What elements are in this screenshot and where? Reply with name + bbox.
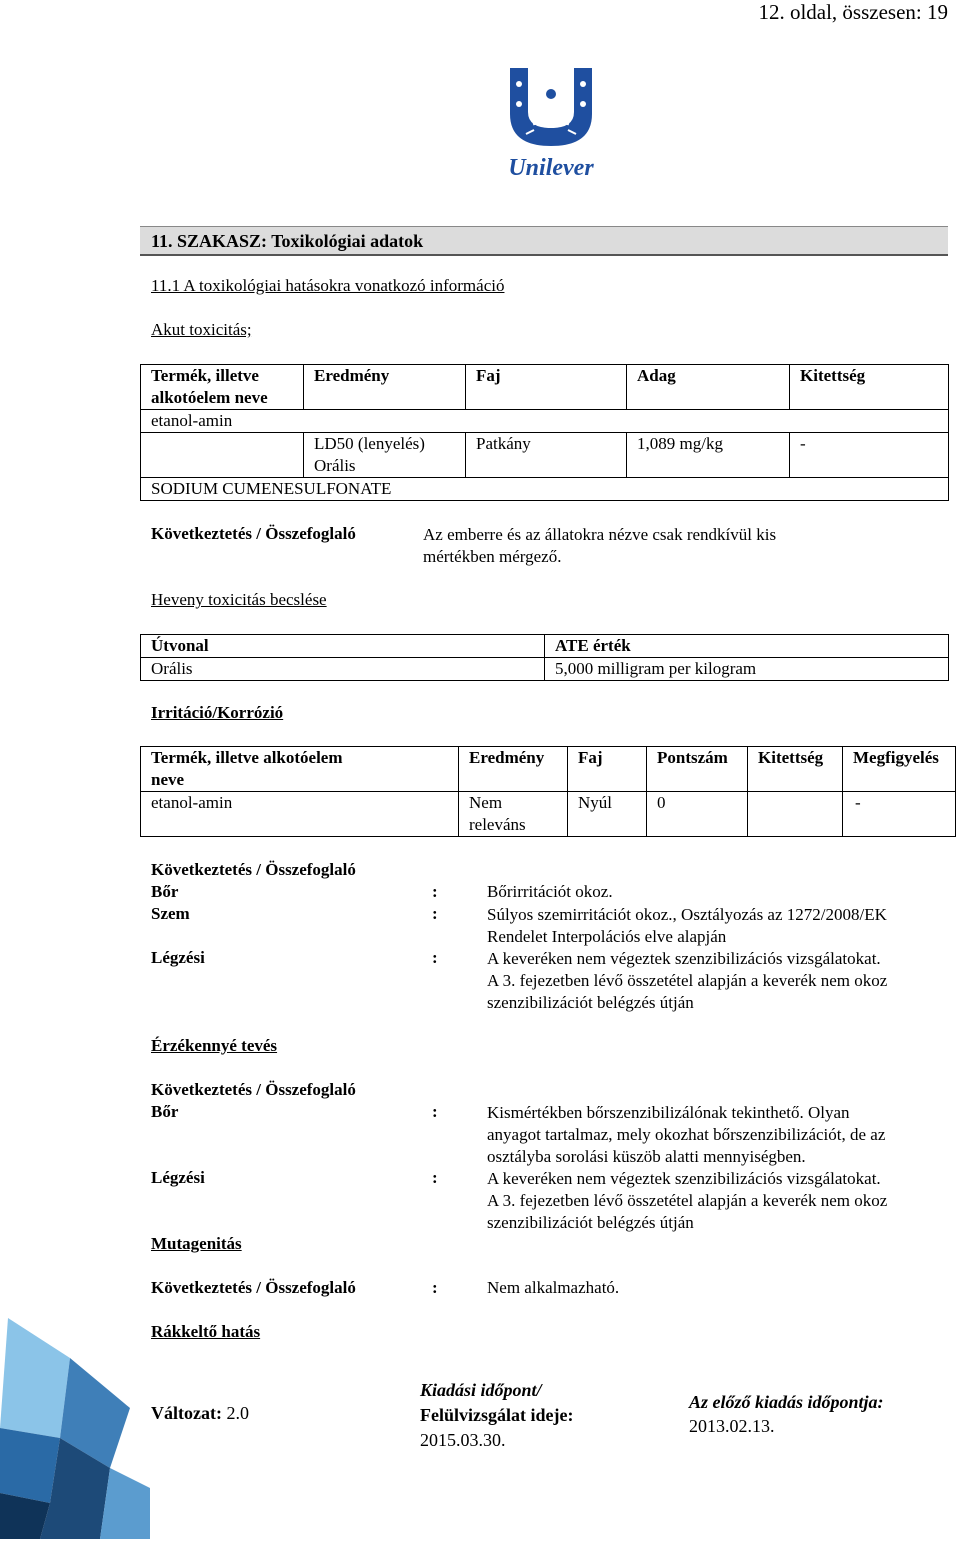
acute-row-name-1: etanol-amin <box>141 410 949 433</box>
irr-row-result: Nem releváns <box>459 792 568 837</box>
unilever-logo <box>498 64 604 182</box>
irr-eye-text: Súlyos szemirritációt okoz., Osztályozás az 1272/2008/EK Rendelet Interpolációs elve alapján <box>487 905 887 946</box>
irr-row-score: 0 <box>647 792 748 837</box>
footer-polygons-icon <box>0 1318 150 1539</box>
acute-header-dose: Adag <box>627 365 790 410</box>
sens-resp-label: Légzési <box>151 1168 205 1187</box>
irr-eye-label: Szem <box>151 904 190 923</box>
acute-row-name-2: SODIUM CUMENESULFONATE <box>141 478 949 501</box>
ate-header-route: Útvonal <box>141 635 545 658</box>
ate-table <box>140 634 949 681</box>
irr-skin-label: Bőr <box>151 882 179 901</box>
acute-conclusion-label: Következtetés / Összefoglaló <box>151 524 356 543</box>
irr-eye-colon: : <box>432 904 438 923</box>
acute-row-species: Patkány <box>466 433 627 478</box>
acute-table <box>140 364 949 501</box>
acute-header-species: Faj <box>466 365 627 410</box>
sens-resp-text: A keveréken nem végeztek szenzibilizációs vizsgálatokat. A 3. fejezetben lévő összetétel alapján a keverék nem okoz szenzibilizációt belégzés útján <box>487 1169 888 1232</box>
acute-row-result: LD50 (lenyelés) Orális <box>304 433 466 478</box>
irr-row-species: Nyúl <box>568 792 647 837</box>
irr-header-exposure: Kitettség <box>748 747 843 792</box>
irr-header-product: Termék, illetve alkotóelem neve <box>141 747 459 792</box>
sens-skin-label: Bőr <box>151 1102 179 1121</box>
sens-skin-colon: : <box>432 1102 438 1121</box>
acute-header-product: Termék, illetve alkotóelem neve <box>141 365 304 410</box>
acute-header-result: Eredmény <box>304 365 466 410</box>
irr-resp-label: Légzési <box>151 948 205 967</box>
irr-row-exposure <box>748 792 843 837</box>
section-title-bar <box>140 226 948 256</box>
acute-header-exposure: Kitettség <box>790 365 949 410</box>
acute-row-exposure: - <box>790 433 949 478</box>
irr-resp-colon: : <box>432 948 438 967</box>
mutagenicity-heading: Mutagenitás <box>151 1234 242 1253</box>
irr-row-name: etanol-amin <box>141 792 459 837</box>
footer-previous-date: Az előző kiadás időpontja: 2013.02.13. <box>689 1392 884 1436</box>
irr-skin-colon: : <box>432 882 438 901</box>
mut-text: Nem alkalmazható. <box>487 1278 620 1297</box>
section-subtitle: 11.1 A toxikológiai hatásokra vonatkozó információ <box>151 276 505 295</box>
sensitization-heading: Érzékennyé tevés <box>151 1036 278 1055</box>
irr-resp-text: A keveréken nem végeztek szenzibilizációs vizsgálatokat. A 3. fejezetben lévő összetétel alapján a keverék nem okoz szenzibilizációt belégzés útján <box>487 949 888 1012</box>
footer-version: Változat: 2.0 <box>151 1403 249 1423</box>
ate-value: 5,000 milligram per kilogram <box>545 658 949 681</box>
irr-header-observation: Megfigyelés <box>843 747 956 792</box>
irr-skin-text: Bőrirritációt okoz. <box>487 882 613 901</box>
section-title: 11. SZAKASZ: Toxikológiai adatok <box>151 231 424 251</box>
carcinogenicity-heading: Rákkeltő hatás <box>151 1322 261 1341</box>
irritation-table <box>140 746 956 837</box>
ate-route: Orális <box>141 658 545 681</box>
acute-heading: Akut toxicitás; <box>151 320 252 339</box>
page-number: 12. oldal, összesen: 19 <box>758 0 948 24</box>
sens-conclusion-label: Következtetés / Összefoglaló <box>151 1080 356 1099</box>
mut-conclusion-label: Következtetés / Összefoglaló <box>151 1278 356 1297</box>
irr-conclusion-label: Következtetés / Összefoglaló <box>151 860 356 879</box>
unilever-u-icon <box>498 64 604 182</box>
acute-conclusion-text: Az emberre és az állatokra nézve csak rendkívül kis mértékben mérgező. <box>423 525 777 566</box>
ate-heading: Heveny toxicitás becslése <box>151 590 327 609</box>
sens-resp-colon: : <box>432 1168 438 1187</box>
footer-decoration <box>0 1318 150 1539</box>
irr-header-result: Eredmény <box>459 747 568 792</box>
logo-wordmark: Unilever <box>508 155 594 181</box>
footer-issue-date: Kiadási időpont/ Felülvizsgálat ideje: 2015.03.30. <box>420 1380 574 1450</box>
irr-row-observation: - <box>843 792 956 837</box>
irritation-heading: Irritáció/Korrózió <box>151 703 284 722</box>
mut-colon: : <box>432 1278 438 1297</box>
acute-row-dose: 1,089 mg/kg <box>627 433 790 478</box>
irr-header-species: Faj <box>568 747 647 792</box>
irr-header-score: Pontszám <box>647 747 748 792</box>
sens-skin-text: Kismértékben bőrszenzibilizálónak tekinthető. Olyan anyagot tartalmaz, mely okozhat bőrszenzibilizációt, de az osztályba sorolási küszöb alatti mennyiségben. <box>487 1103 886 1166</box>
ate-header-value: ATE érték <box>545 635 949 658</box>
